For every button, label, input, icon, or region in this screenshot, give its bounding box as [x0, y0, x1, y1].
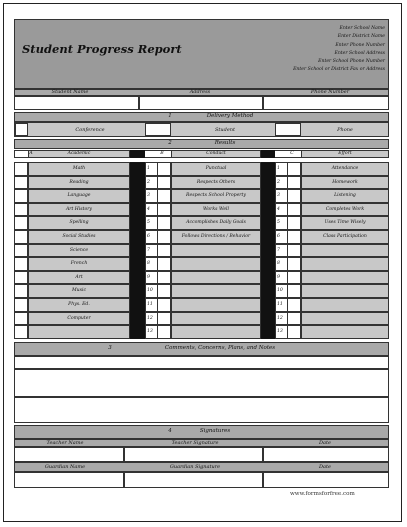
subject-cell	[301, 257, 389, 271]
row-number: 6	[277, 234, 280, 239]
teacher-signature-field[interactable]	[124, 447, 263, 462]
grade-box[interactable]	[157, 244, 171, 258]
grade-box[interactable]	[287, 298, 301, 312]
school-info-line: Enter School or District Fax or Address	[293, 67, 385, 73]
guardian-signature-label: Guardian Signature	[169, 464, 221, 470]
subject-cell	[301, 298, 389, 312]
grade-box[interactable]	[14, 230, 28, 244]
phone-label: Phone Number	[310, 89, 350, 95]
subject-label: Phys. Ed.	[68, 302, 90, 307]
subject-cell	[301, 271, 389, 285]
section1-title: Delivery Method	[206, 113, 254, 119]
grade-box[interactable]	[14, 271, 28, 285]
section3-number: 3	[108, 345, 112, 351]
comment-line-2[interactable]	[14, 369, 389, 397]
column-divider	[130, 312, 145, 326]
subject-label: Language	[67, 193, 91, 199]
student-label: Student	[214, 127, 236, 133]
subject-label: Respects School Property	[186, 193, 246, 199]
row-number: 1	[277, 166, 280, 171]
column-divider	[261, 162, 275, 176]
row-number: 11	[147, 302, 153, 307]
row-number: 10	[147, 288, 153, 294]
school-info-line: Enter School Address	[334, 50, 385, 56]
report-title: Student Progress Report	[22, 42, 182, 56]
row-number: 6	[147, 234, 150, 239]
teacher-name-label: Teacher Name	[46, 440, 84, 446]
row-number: 9	[277, 274, 280, 280]
col-c-title: Effort	[338, 151, 352, 156]
column-divider-header	[261, 150, 275, 158]
grade-box[interactable]	[157, 189, 171, 203]
subject-cell	[171, 284, 261, 298]
grade-box[interactable]	[157, 284, 171, 298]
subject-label: Accomplishes Daily Goals	[186, 220, 246, 226]
grade-box[interactable]	[14, 244, 28, 258]
date-label-1: Date	[319, 440, 331, 446]
row-number: 13	[277, 329, 283, 335]
column-divider	[130, 244, 145, 258]
row-number: 4	[277, 206, 280, 212]
comment-line-3[interactable]	[14, 397, 389, 423]
subject-label: Spelling	[69, 220, 89, 226]
subject-label: Reading	[69, 179, 89, 185]
row-number: 7	[147, 247, 150, 253]
subject-label: Punctual	[205, 166, 227, 171]
row-number: 3	[147, 193, 150, 199]
row-number: 2	[277, 179, 280, 185]
grade-box[interactable]	[157, 203, 171, 217]
school-info-line: Enter School Phone Number	[318, 59, 385, 65]
column-divider-header	[130, 150, 145, 158]
subject-label: Uses Time Wisely	[324, 220, 366, 226]
row-number: 9	[147, 274, 150, 280]
column-divider	[130, 230, 145, 244]
row-number: 8	[147, 261, 150, 267]
row-number: 5	[277, 220, 280, 226]
column-divider	[261, 284, 275, 298]
column-divider	[130, 325, 145, 339]
column-divider	[130, 257, 145, 271]
col-a-title: Academic	[67, 151, 91, 156]
subject-label: French	[70, 261, 88, 267]
teacher-signature-label: Teacher Signature	[171, 440, 219, 446]
subject-cell	[171, 257, 261, 271]
grade-box[interactable]	[14, 162, 28, 176]
subject-label: Class Participation	[323, 234, 367, 239]
conference-label: Conference	[75, 127, 105, 133]
student-checkbox[interactable]	[145, 123, 171, 136]
subject-cell	[301, 284, 389, 298]
column-divider	[261, 257, 275, 271]
section1-number: 1	[168, 113, 172, 119]
column-divider	[261, 216, 275, 230]
grade-box[interactable]	[157, 176, 171, 190]
subject-label: Computer	[67, 315, 91, 321]
subject-label: Attendance	[331, 166, 359, 171]
column-divider	[130, 176, 145, 190]
row-number: 1	[147, 166, 150, 171]
column-divider	[130, 271, 145, 285]
grade-box[interactable]	[287, 244, 301, 258]
column-divider	[261, 312, 275, 326]
grade-box[interactable]	[14, 176, 28, 190]
grade-box[interactable]	[14, 312, 28, 326]
grade-box[interactable]	[287, 271, 301, 285]
section3-title: Comments, Concerns, Plans, and Notes	[164, 345, 276, 351]
comment-line-1[interactable]	[14, 356, 389, 369]
row-number: 7	[277, 247, 280, 253]
teacher-name-field[interactable]	[14, 447, 124, 462]
subject-label: Art	[75, 274, 83, 280]
column-divider	[130, 216, 145, 230]
column-divider	[261, 271, 275, 285]
grade-box[interactable]	[14, 325, 28, 339]
subject-cell	[301, 312, 389, 326]
subject-cell	[171, 325, 261, 339]
student-name-field[interactable]	[14, 96, 139, 110]
address-field[interactable]	[139, 96, 263, 110]
column-divider	[130, 162, 145, 176]
col-b-letter: B	[160, 151, 164, 156]
column-divider	[130, 284, 145, 298]
column-divider	[261, 298, 275, 312]
row-number: 12	[277, 315, 283, 321]
grade-box[interactable]	[157, 298, 171, 312]
grade-box[interactable]	[14, 298, 28, 312]
subject-cell	[171, 244, 261, 258]
subject-label: Works Well	[203, 206, 229, 212]
grade-box[interactable]	[157, 325, 171, 339]
grade-box[interactable]	[287, 203, 301, 217]
row-number: 12	[147, 315, 153, 321]
subject-label: Homework	[332, 179, 358, 185]
subject-label: Art History	[65, 206, 93, 212]
column-divider	[130, 203, 145, 217]
column-divider	[261, 230, 275, 244]
column-divider	[261, 176, 275, 190]
subject-cell	[171, 312, 261, 326]
conference-checkbox[interactable]	[15, 123, 28, 136]
subject-label: Follows Directions / Behavior	[181, 234, 251, 239]
col-b-title: Conduct	[206, 151, 226, 156]
row-number: 3	[277, 193, 280, 199]
subject-label: Completes Work	[325, 206, 365, 212]
section2-number: 2	[168, 140, 172, 146]
grade-box[interactable]	[157, 230, 171, 244]
subject-label: Music	[71, 288, 87, 294]
grade-box[interactable]	[14, 189, 28, 203]
footer-watermark: www.formsforfree.com	[290, 491, 355, 497]
column-divider	[261, 325, 275, 339]
subject-cell	[301, 325, 389, 339]
school-info-line: Enter District Name	[337, 34, 385, 40]
grade-box[interactable]	[287, 230, 301, 244]
grade-box[interactable]	[287, 312, 301, 326]
grade-box[interactable]	[14, 203, 28, 217]
row-number: 5	[147, 220, 150, 226]
subject-cell	[301, 244, 389, 258]
grade-box[interactable]	[157, 216, 171, 230]
grade-box[interactable]	[157, 162, 171, 176]
col-a-letter: A	[29, 151, 33, 156]
date-label-2: Date	[319, 464, 331, 470]
date-field-1[interactable]	[263, 447, 389, 462]
school-info-line: Enter School Name	[339, 26, 385, 31]
row-number: 10	[277, 288, 283, 294]
row-number: 11	[277, 302, 283, 307]
row-number: 4	[147, 206, 150, 212]
grade-box[interactable]	[157, 312, 171, 326]
column-divider	[261, 244, 275, 258]
grade-box[interactable]	[14, 216, 28, 230]
guardian-name-field[interactable]	[14, 472, 124, 488]
col-c-letter: C	[290, 151, 294, 156]
section2-title: Results	[214, 140, 236, 146]
school-info-block	[235, 25, 385, 75]
subject-label: Listening	[334, 193, 356, 199]
grade-box[interactable]	[14, 257, 28, 271]
student-name-label: Student Name	[51, 89, 89, 95]
grade-box[interactable]	[287, 216, 301, 230]
phone-checkbox[interactable]	[275, 123, 301, 136]
section4-number: 4	[168, 428, 172, 434]
grade-box[interactable]	[287, 284, 301, 298]
grade-box[interactable]	[14, 284, 28, 298]
phone-option-label: Phone	[337, 127, 353, 133]
school-info-line: Enter Phone Number	[335, 42, 385, 48]
section4-title: Signatures	[199, 428, 231, 434]
grade-box[interactable]	[287, 176, 301, 190]
address-label: Address	[189, 89, 211, 95]
grade-box[interactable]	[287, 325, 301, 339]
subject-label: Social Studies	[62, 234, 96, 239]
subject-label: Math	[72, 166, 86, 171]
grade-box[interactable]	[157, 257, 171, 271]
row-number: 8	[277, 261, 280, 267]
phone-field[interactable]	[263, 96, 389, 110]
subject-label: Respects Others	[196, 179, 236, 185]
subject-cell	[171, 298, 261, 312]
row-number: 13	[147, 329, 153, 335]
row-number: 2	[147, 179, 150, 185]
date-field-2[interactable]	[263, 472, 389, 488]
grade-box[interactable]	[287, 189, 301, 203]
grade-box[interactable]	[287, 257, 301, 271]
column-divider	[130, 298, 145, 312]
subject-cell	[28, 325, 130, 339]
guardian-name-label: Guardian Name	[44, 464, 86, 470]
grade-box[interactable]	[287, 162, 301, 176]
grade-box[interactable]	[157, 271, 171, 285]
subject-label: Science	[69, 247, 89, 253]
column-divider	[261, 189, 275, 203]
column-divider	[130, 189, 145, 203]
subject-cell	[171, 271, 261, 285]
guardian-signature-field[interactable]	[124, 472, 263, 488]
column-divider	[261, 203, 275, 217]
